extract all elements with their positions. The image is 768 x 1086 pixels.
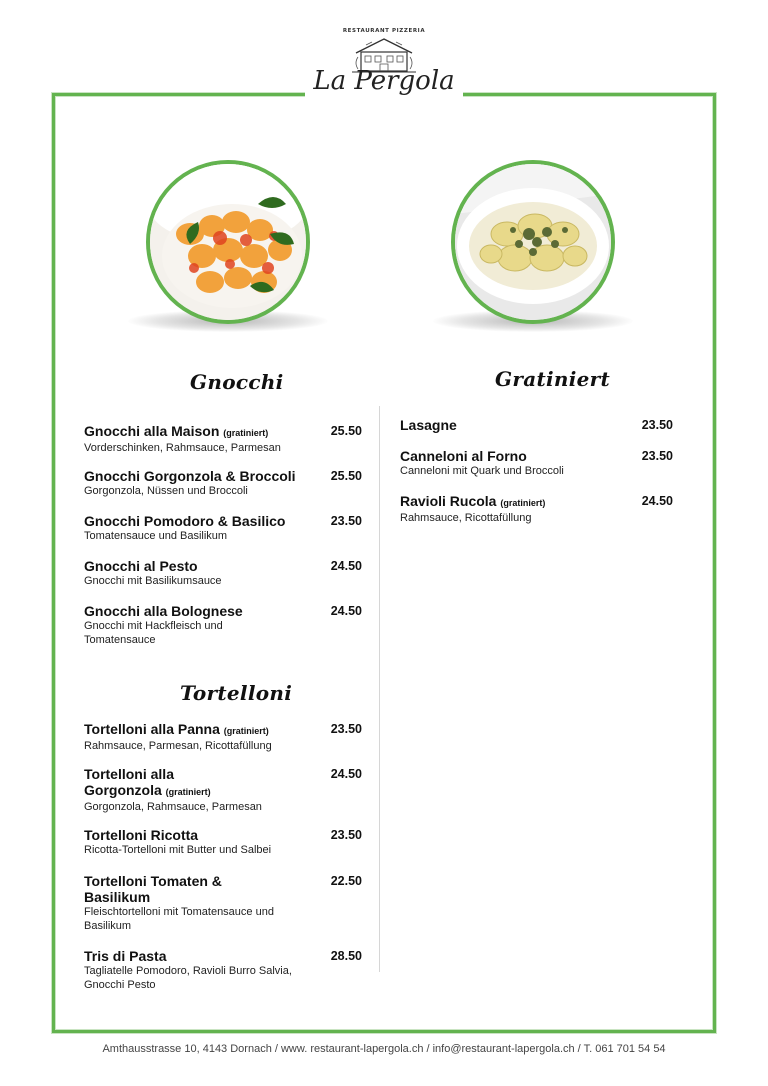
tortelloni-heading: Tortelloni <box>180 681 293 705</box>
restaurant-logo <box>305 28 463 112</box>
item-description: Gnocchi mit Hackfleisch und Tomatensauce <box>84 620 223 646</box>
item-note: (gratiniert) <box>500 498 546 508</box>
tortelloni-plate-image <box>455 164 611 320</box>
menu-item <box>400 493 673 525</box>
item-description: Tagliatelle Pomodoro, Ravioli Burro Salvia, Gnocchi Pesto <box>84 965 292 991</box>
item-price: 23.50 <box>330 722 362 736</box>
item-price: 25.50 <box>330 424 362 438</box>
item-price: 23.50 <box>330 828 362 842</box>
item-description: Rahmsauce, Ricottafüllung <box>400 512 532 524</box>
item-price: 24.50 <box>641 494 673 508</box>
item-name: Tortelloni Tomaten & Basilikum <box>84 873 222 905</box>
logo-subtitle: RESTAURANT PIZZERIA <box>342 28 426 34</box>
item-description: Vorderschinken, Rahmsauce, Parmesan <box>84 442 281 454</box>
menu-item <box>84 513 362 543</box>
item-price: 23.50 <box>641 418 673 432</box>
item-note: (gratiniert) <box>223 428 269 438</box>
item-price: 25.50 <box>330 469 362 483</box>
menu-item <box>84 558 362 588</box>
item-price: 23.50 <box>641 449 673 463</box>
item-description: Gorgonzola, Nüssen und Broccoli <box>84 485 248 497</box>
tortelloni-photo <box>433 160 633 350</box>
menu-item <box>84 948 362 992</box>
menu-item <box>400 417 673 433</box>
item-name: Lasagne <box>400 417 457 433</box>
menu-item <box>84 827 362 857</box>
item-name: Tortelloni alla Gorgonzola <box>84 766 174 798</box>
item-name: Tortelloni Ricotta <box>84 827 199 843</box>
item-name: Gnocchi alla Maison <box>84 423 220 439</box>
item-name: Tris di Pasta <box>84 948 167 964</box>
menu-item <box>84 766 362 814</box>
menu-item <box>84 423 362 455</box>
item-price: 22.50 <box>330 874 362 888</box>
item-price: 23.50 <box>330 514 362 528</box>
item-description: Fleischtortelloni mit Tomatensauce und Basilikum <box>84 906 274 932</box>
item-description: Gnocchi mit Basilikumsauce <box>84 575 222 587</box>
menu-item <box>84 721 362 753</box>
item-description: Ricotta-Tortelloni mit Butter und Salbei <box>84 844 272 856</box>
item-price: 24.50 <box>330 767 362 781</box>
footer-contact: Amthausstrasse 10, 4143 Dornach / www. restaurant-lapergola.ch / info@restaurant-lapergola.ch / T. 061 701 54 54 <box>102 1043 666 1055</box>
item-note: (gratiniert) <box>165 787 211 797</box>
gnocchi-photo <box>128 160 328 350</box>
item-price: 24.50 <box>330 604 362 618</box>
menu-item <box>400 448 673 478</box>
logo-name: La Pergola <box>313 66 455 96</box>
item-name: Ravioli Rucola <box>400 493 497 509</box>
item-description: Rahmsauce, Parmesan, Ricottafüllung <box>84 740 272 752</box>
item-description: Canneloni mit Quark und Broccoli <box>400 465 564 477</box>
item-price: 28.50 <box>330 949 362 963</box>
item-name: Gnocchi alla Bolognese <box>84 603 243 619</box>
item-name: Gnocchi al Pesto <box>84 558 198 574</box>
gnocchi-plate-image <box>150 164 306 320</box>
item-name: Canneloni al Forno <box>400 448 527 464</box>
item-name: Gnocchi Gorgonzola & Broccoli <box>84 468 296 484</box>
item-price: 24.50 <box>330 559 362 573</box>
item-name: Gnocchi Pomodoro & Basilico <box>84 513 286 529</box>
item-name: Tortelloni alla Panna <box>84 721 220 737</box>
column-divider <box>379 406 380 972</box>
menu-item <box>84 873 362 933</box>
item-note: (gratiniert) <box>223 726 269 736</box>
item-description: Tomatensauce und Basilikum <box>84 530 228 542</box>
item-description: Gorgonzola, Rahmsauce, Parmesan <box>84 801 262 813</box>
menu-item <box>84 468 362 498</box>
menu-item <box>84 603 362 647</box>
gnocchi-heading: Gnocchi <box>190 370 284 394</box>
gratiniert-heading: Gratiniert <box>495 367 611 391</box>
